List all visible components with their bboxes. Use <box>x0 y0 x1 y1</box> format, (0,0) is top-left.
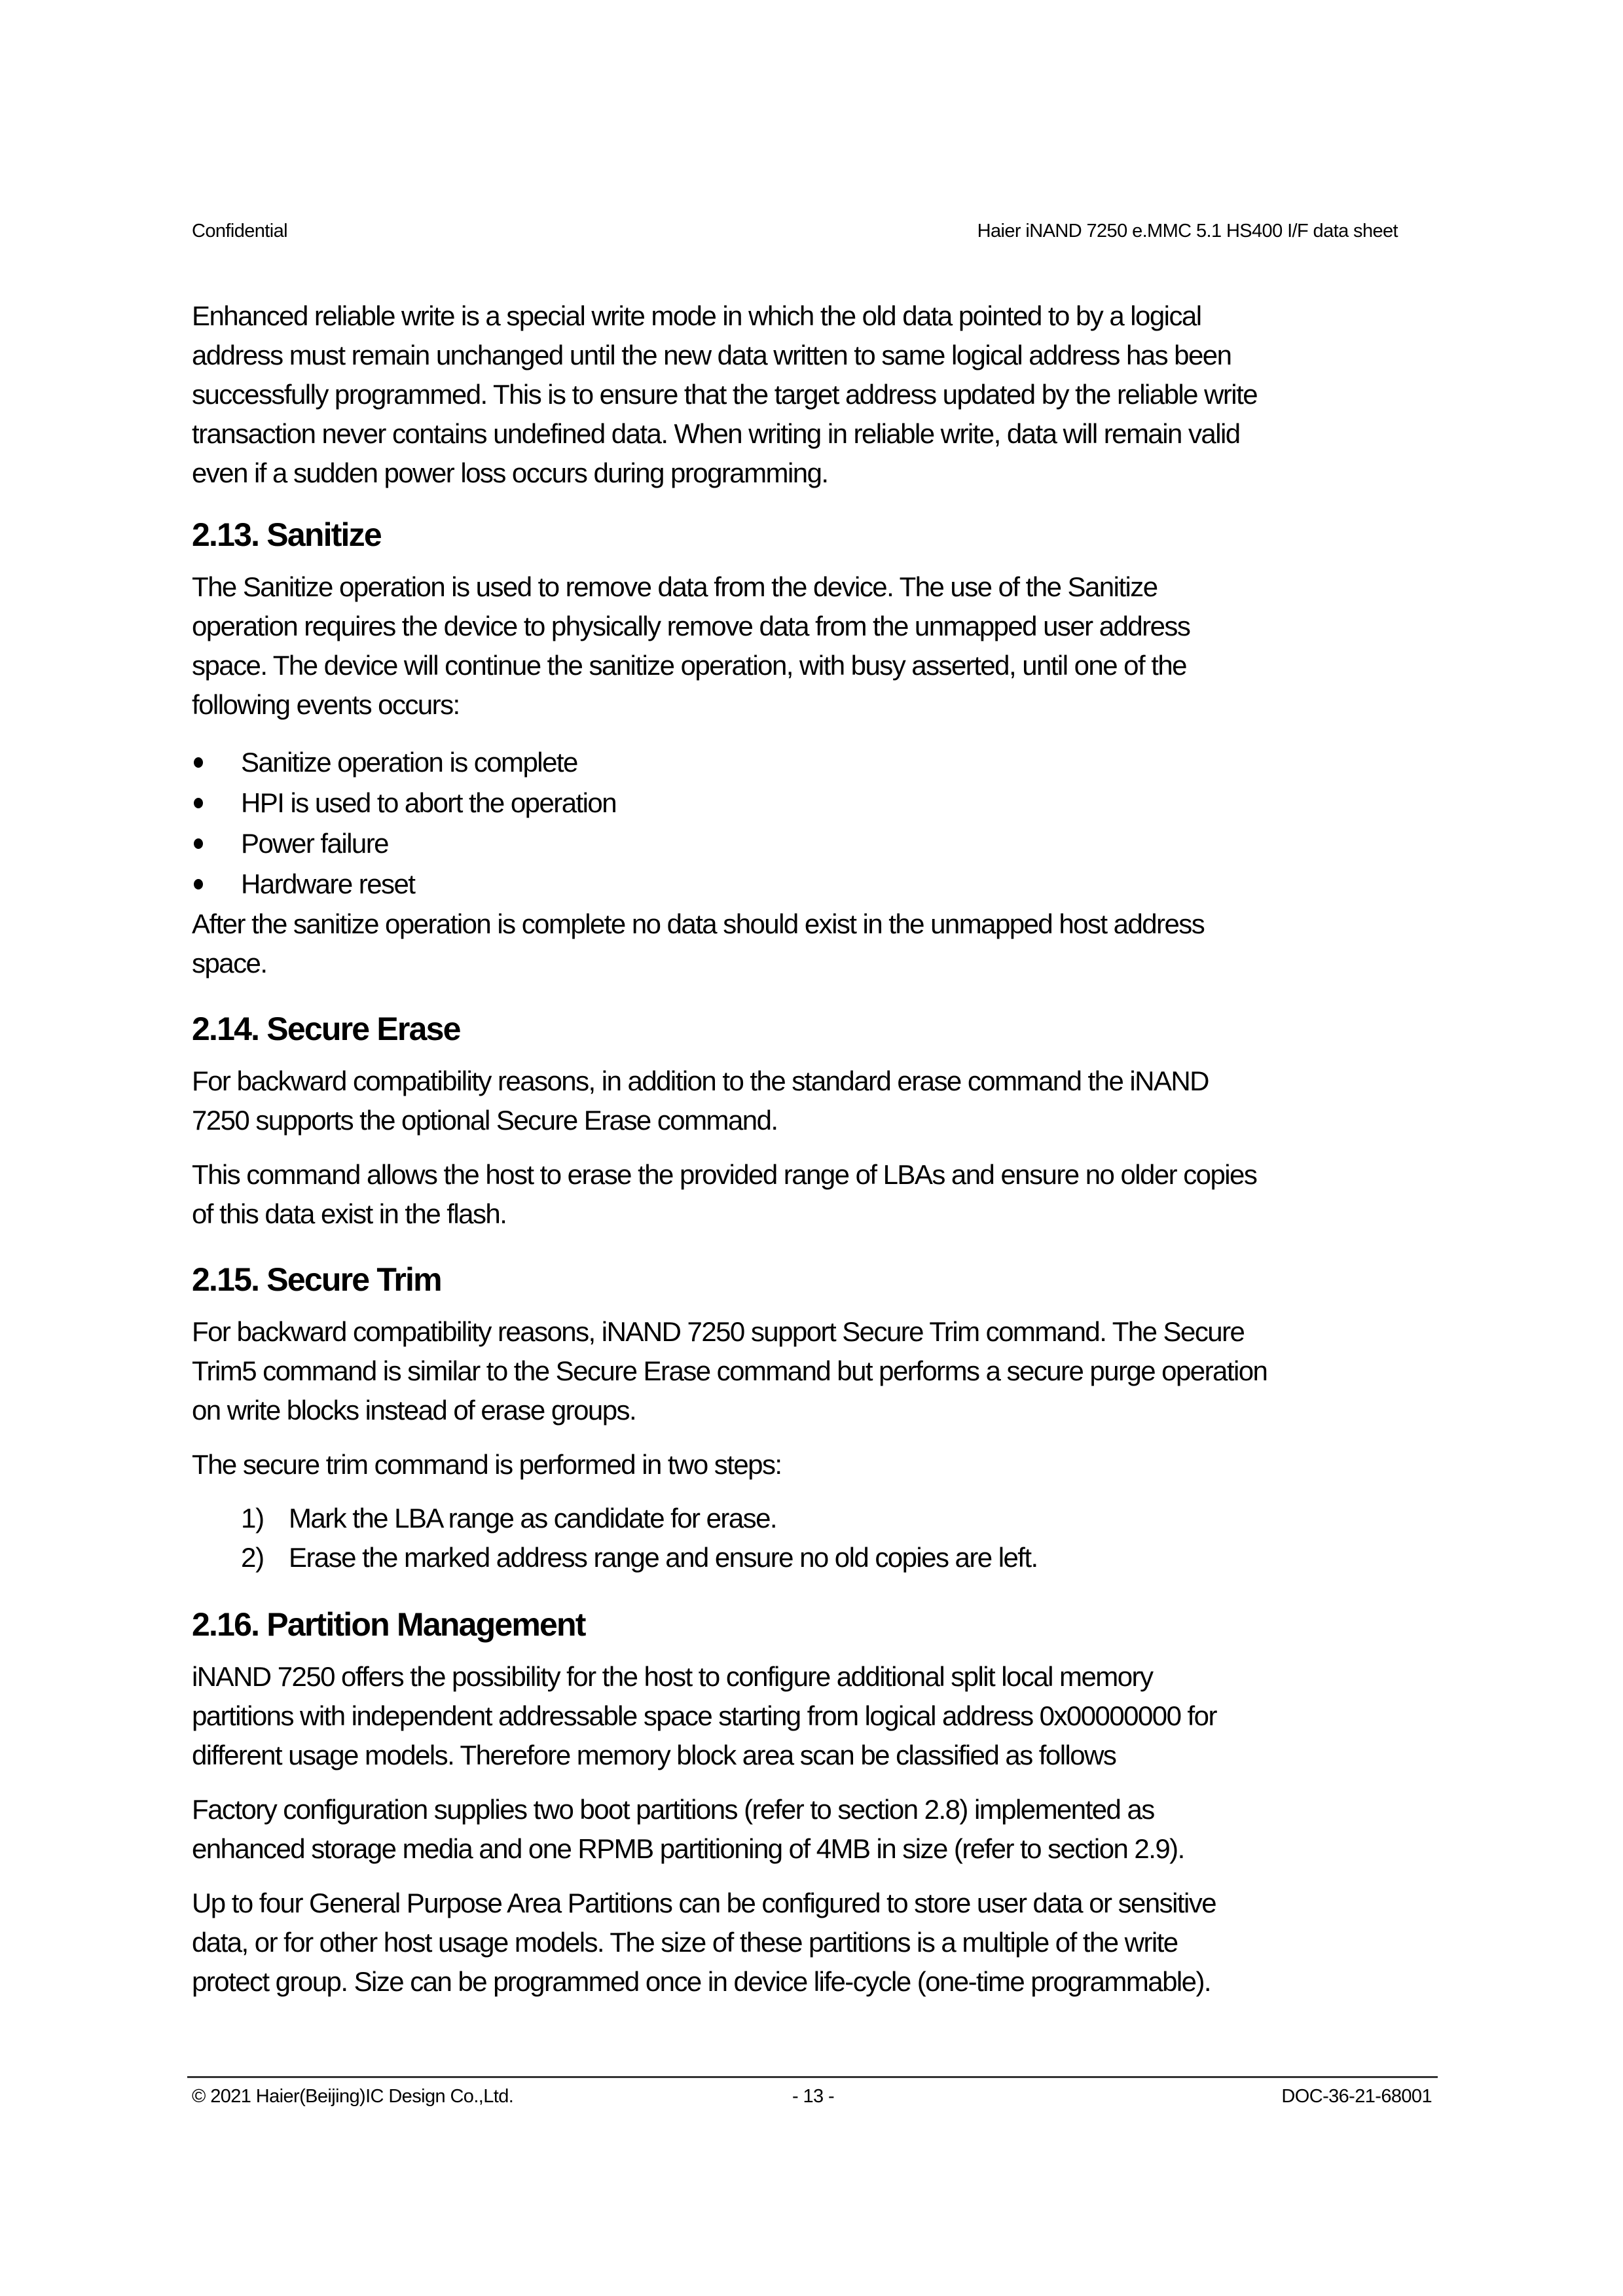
sanitize-line: The Sanitize operation is used to remove data from the device. The use of the Sanitize <box>192 571 1158 602</box>
partition-line: data, or for other host usage models. The size of these partitions is a multiple of the write <box>192 1927 1178 1958</box>
partition-line: enhanced storage media and one RPMB partitioning of 4MB in size (refer to section 2.9). <box>192 1833 1184 1864</box>
secure-trim-line: The secure trim command is performed in two steps: <box>192 1449 782 1480</box>
sanitize-after-line: After the sanitize operation is complete no data should exist in the unmapped host address <box>192 908 1205 939</box>
secure-erase-line: For backward compatibility reasons, in addition to the standard erase command the iNAND <box>192 1066 1209 1096</box>
partition-line: iNAND 7250 offers the possibility for the host to configure additional split local memory <box>192 1661 1153 1692</box>
footer-copyright: © 2021 Haier(Beijing)IC Design Co.,Ltd. <box>192 2086 514 2107</box>
partition-line: different usage models. Therefore memory block area scan be classified as follows <box>192 1740 1116 1770</box>
bullet-item: Sanitize operation is complete <box>241 747 577 778</box>
bullet-item: Hardware reset <box>241 869 415 899</box>
bullet-icon <box>194 838 203 849</box>
secure-trim-line: Trim5 command is similar to the Secure Erase command but performs a secure purge operation <box>192 1355 1267 1386</box>
bullet-icon <box>194 798 203 808</box>
step-text: Mark the LBA range as candidate for erase. <box>289 1503 777 1534</box>
partition-line: protect group. Size can be programmed once in device life-cycle (one-time programmable). <box>192 1966 1211 1997</box>
footer-doc-id: DOC-36-21-68001 <box>1281 2086 1432 2107</box>
step-text: Erase the marked address range and ensure no old copies are left. <box>289 1542 1038 1573</box>
step-number: 2) <box>241 1542 264 1573</box>
sanitize-line: space. The device will continue the sanitize operation, with busy asserted, until one of the <box>192 650 1186 681</box>
partition-line: partitions with independent addressable space starting from logical address 0x00000000 for <box>192 1700 1216 1731</box>
step-number: 1) <box>241 1503 264 1534</box>
partition-line: Factory configuration supplies two boot partitions (refer to section 2.8) implemented as <box>192 1794 1154 1825</box>
intro-line: successfully programmed. This is to ensure that the target address updated by the reliable write <box>192 379 1258 410</box>
sanitize-line: following events occurs: <box>192 689 460 720</box>
secure-erase-line: of this data exist in the flash. <box>192 1198 507 1229</box>
secure-erase-line: This command allows the host to erase the provided range of LBAs and ensure no older copies <box>192 1159 1257 1190</box>
section-heading-secure-trim: 2.15. Secure Trim <box>192 1261 441 1298</box>
secure-trim-line: For backward compatibility reasons, iNAND 7250 support Secure Trim command. The Secure <box>192 1316 1245 1347</box>
intro-line: transaction never contains undefined data. When writing in reliable write, data will remain valid <box>192 418 1240 449</box>
footer-page-number: - 13 - <box>792 2086 835 2107</box>
intro-line: address must remain unchanged until the new data written to same logical address has been <box>192 340 1231 370</box>
bullet-icon <box>194 757 203 768</box>
section-heading-secure-erase: 2.14. Secure Erase <box>192 1011 460 1047</box>
secure-trim-line: on write blocks instead of erase groups. <box>192 1395 636 1426</box>
bullet-icon <box>194 879 203 889</box>
header-confidential: Confidential <box>192 221 287 242</box>
header-doc-title: Haier iNAND 7250 e.MMC 5.1 HS400 I/F data sheet <box>977 221 1398 242</box>
intro-line: even if a sudden power loss occurs during programming. <box>192 457 828 488</box>
footer-divider <box>187 2076 1438 2078</box>
section-heading-partition-management: 2.16. Partition Management <box>192 1606 585 1643</box>
section-heading-sanitize: 2.13. Sanitize <box>192 516 381 553</box>
intro-line: Enhanced reliable write is a special write mode in which the old data pointed to by a logical <box>192 300 1201 331</box>
partition-line: Up to four General Purpose Area Partitions can be configured to store user data or sensitive <box>192 1888 1216 1918</box>
bullet-item: Power failure <box>241 828 388 859</box>
secure-erase-line: 7250 supports the optional Secure Erase command. <box>192 1105 778 1136</box>
sanitize-line: operation requires the device to physically remove data from the unmapped user address <box>192 611 1190 641</box>
bullet-item: HPI is used to abort the operation <box>241 787 617 818</box>
sanitize-after-line: space. <box>192 948 267 978</box>
